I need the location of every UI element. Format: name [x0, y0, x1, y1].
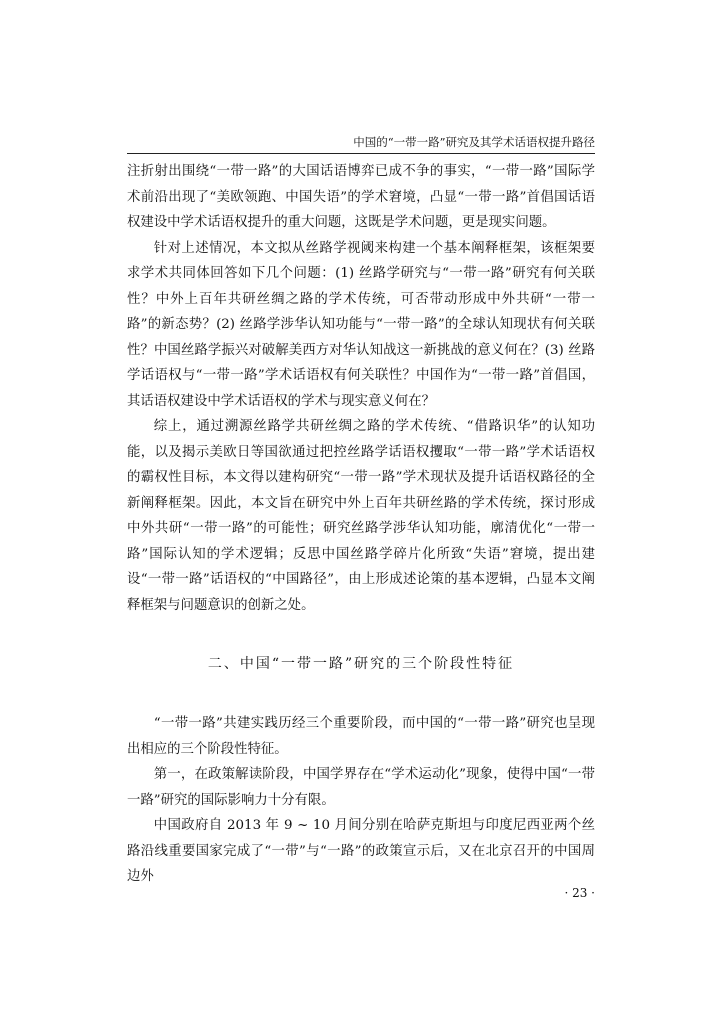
section-title: 二、中国“一带一路”研究的三个阶段性特征: [207, 656, 515, 672]
paragraph-policy-2013: 中国政府自 2013 年 9 ~ 10 月间分别在哈萨克斯坦与印度尼西亚两个丝路沿线重要国家完成了“一带”与“一路”的政策宣示后，又在北京召开的中国周边外: [127, 818, 595, 884]
page-number: · 23 ·: [564, 886, 595, 900]
paragraph-continued: 注折射出围绕“一带一路”的大国话语博弈已成不争的事实，“一带一路”国际学术前沿出现了“美欧领跑、中国失语”的学术窘境，凸显“一带一路”首倡国话语权建设中学术话语权提升的重大问题，这既是学术问题，更是现实问题。: [127, 164, 595, 230]
body-text: [127, 159, 595, 890]
paragraph-framework-questions: 针对上述情况，本文拟从丝路学视阈来构建一个基本阐释框架，该框架要求学术共同体回答如下几个问题：(1) 丝路学研究与“一带一路”研究有何关联性？中外上百年共研丝绸之路的学术传统，可否带动形成中外共研“一带一路”的新态势？(2) 丝路学涉华认知功能与“一带一路”的全球认知现状有何关联性？中国丝路学振兴对破解美西方对华认知战这一新挑战的意义何在？(3) 丝路学话语权与“一带一路”学术话语权有何关联性？中国作为“一带一路”首倡国，其话语权建设中学术话语权的学术与现实意义何在？: [127, 240, 595, 409]
paragraph-summary: 综上，通过溯源丝路学共研丝绸之路的学术传统、“借路识华”的认知功能，以及揭示美欧日等国欲通过把控丝路学话语权攫取“一带一路”学术话语权的霸权性目标，本文得以建构研究“一带一路”学术现状及提升话语权路径的全新阐释框架。因此，本文旨在研究中外上百年共研丝路的学术传统，探讨形成中外共研“一带一路”的可能性；研究丝路学涉华认知功能，廓清优化“一带一路”国际认知的学术逻辑；反思中国丝路学碎片化所致“失语”窘境，提出建设“一带一路”话语权的“中国路径”，由上形成述论策的基本逻辑，凸显本文阐释框架与问题意识的创新之处。: [127, 419, 595, 613]
running-header: 中国的“一带一路”研究及其学术话语权提升路径: [127, 134, 595, 154]
paragraph-first-stage: 第一，在政策解读阶段，中国学界存在“学术运动化”现象，使得中国“一带一路”研究的国际影响力十分有限。: [127, 767, 595, 808]
paragraph-three-stages: “一带一路”共建实践历经三个重要阶段，而中国的“一带一路”研究也呈现出相应的三个阶段性特征。: [127, 716, 595, 757]
